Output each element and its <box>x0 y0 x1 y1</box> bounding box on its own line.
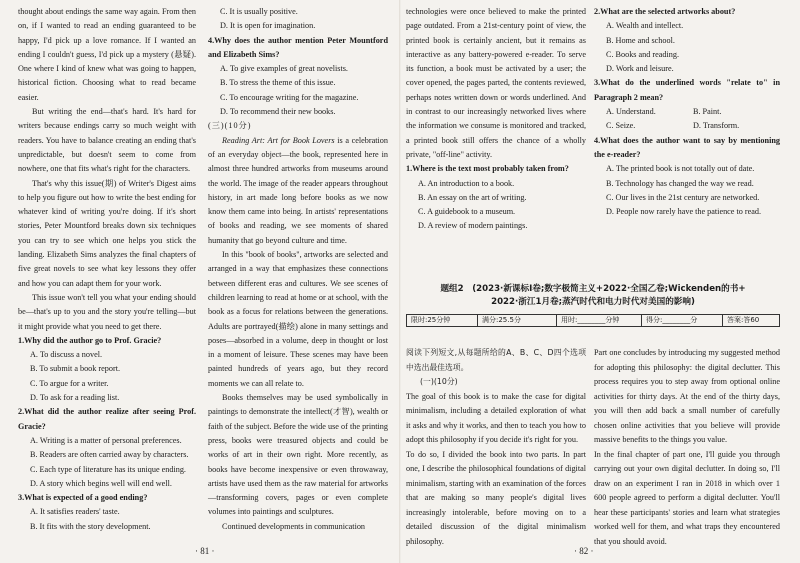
paragraph: To do so, I divided the book into two parts. In part one, I describe the philosophical foundations of digital minimalism, starting with an examination of the forces that are making so many people's digital lives increasingly intolerable, before moving on to a detailed discussion of the digital minimalism philosophy. <box>406 449 586 546</box>
option: D. People now rarely have the patience to read. <box>606 207 762 217</box>
paragraph: Books themselves may be used symbolically in paintings to demonstrate the intellect(才智), wealth or faith of the subject. Before the wide use of the printing press, books were treasured objects and could be works of art in their own right. More recently, as books have become inexpensive or even throwaway, artists have used them as the raw material for artworks—transforming covers, pages or even complete volumes into paintings and sculptures. <box>208 393 388 517</box>
option: D. To ask for a reading list. <box>30 393 120 403</box>
option: D. A review of modern paintings. <box>418 221 528 231</box>
option: C. To argue for a writer. <box>30 378 109 388</box>
option: A. It satisfies readers' taste. <box>30 507 120 517</box>
time-used: 用时:________分钟 <box>557 315 642 326</box>
instructions: 阅读下列短文,从每题所给的A、B、C、D四个选项中选出最佳选项。 <box>406 348 586 372</box>
passage-column-1 <box>406 346 586 549</box>
option: C. Seize. <box>606 121 636 131</box>
right-page-column-2 <box>594 5 780 219</box>
option: C. A guidebook to a museum. <box>418 207 516 217</box>
option: C. Books and reading. <box>606 49 679 59</box>
time-limit: 限时:25分钟 <box>407 315 478 326</box>
option: B. An essay on the art of writing. <box>418 192 527 202</box>
info-bar <box>406 314 780 327</box>
option-row <box>594 105 780 119</box>
question: 4.What does the author want to say by mentioning the e-reader? <box>594 135 780 159</box>
option: D. Transform. <box>693 121 740 131</box>
group-title <box>406 283 780 309</box>
option: C. To encourage writing for the magazine. <box>220 92 359 102</box>
page-fold <box>399 0 401 563</box>
question: 1.Why did the author go to Prof. Gracie? <box>18 335 162 345</box>
option: A. The printed book is not totally out of date. <box>606 164 755 174</box>
option: A. An introduction to a book. <box>418 178 515 188</box>
score: 得分:________分 <box>642 315 723 326</box>
section-heading: (一)(10分) <box>420 377 458 386</box>
question: 3.What is expected of a good ending? <box>18 493 148 503</box>
question: 2.What are the selected artworks about? <box>594 7 736 16</box>
option: B. Paint. <box>693 107 722 117</box>
option: A. Writing is a matter of personal preferences. <box>30 435 182 445</box>
question: 3.What do the underlined words "relate to" in Paragraph 2 mean? <box>594 78 780 102</box>
group-title-line: 题组2 (2023·新课标Ⅰ卷;数字极简主义+2022·全国乙卷;Wickenden的书+ <box>440 284 746 294</box>
passage-column-2 <box>594 346 780 549</box>
option: A. Understand. <box>606 107 656 117</box>
paragraph: Part one concludes by introducing my suggested method for adopting this philosophy: the digital declutter. This process requires you to step away from optional online activities for thirty days. At the end of the thirty days, you will then add back a small number of carefully chosen online activities that you believe will provide massive benefits to the things you value. <box>594 348 780 444</box>
option: C. Our lives in the 21st century are networked. <box>606 192 760 202</box>
option: B. Readers are often carried away by characters. <box>30 450 189 460</box>
paragraph: In this "book of books", artworks are selected and arranged in a way that emphasizes these connections between different eras and cultures. We see scenes of children learning to read at home or at school, with the book as a focus for relations between the generations. Adults are portrayed(描绘) alone in many settings and poses—absorbed in a volume, deep in thought or lost in a moment of leisure. These scenes may have been painted hundreds of years ago, but they record moments we can all relate to. <box>208 250 388 388</box>
paragraph: This issue won't tell you what your ending should be—that's up to you and the story you're telling—but it might provide what you need to get there. <box>18 292 196 331</box>
option: A. To discuss a novel. <box>30 350 103 360</box>
question: 1.Where is the text most probably taken from? <box>406 164 569 174</box>
option: D. A story which begins well will end well. <box>30 478 172 488</box>
answer-ref: 答案:答60 <box>727 316 760 324</box>
option: D. It is open for imagination. <box>220 21 316 31</box>
option: C. It is usually positive. <box>220 7 298 16</box>
page-number: · 82 · <box>574 546 594 556</box>
paragraph: thought about endings the same way again. From then on, if I wanted to read an ending guaranteed to be happy, I'd pick up a love romance. If I wanted an ending I couldn't guess, I'd pick up a mystery (悬疑). One where I kind of knew what was going to happen, historical fiction. Choosing what to read became easier. <box>18 7 196 102</box>
section-heading: (三)(10分) <box>208 121 252 131</box>
option: B. To submit a book report. <box>30 364 121 374</box>
option: A. To give examples of great novelists. <box>220 64 348 74</box>
paragraph-text: is a celebration of an everyday object—the book, represented here in almost three hundred artworks from museums around the world. The image of the reader appears throughout history, in art made long before books as we now know them came into being. In artists' representations of books and reading, we see moments of shared humanity that go beyond culture and time. <box>208 135 388 245</box>
paragraph: The goal of this book is to make the case for digital minimalism, including a detailed exploration of what it asks and why it works, and then to teach you how to adopt this philosophy if you decide it's right for you. <box>406 391 586 444</box>
option: B. Technology has changed the way we read. <box>606 178 754 188</box>
option: B. To stress the theme of this issue. <box>220 78 336 88</box>
option: C. Each type of literature has its unique ending. <box>30 464 186 474</box>
option: D. Work and leisure. <box>606 64 674 74</box>
page-number: · 81 · <box>195 546 215 556</box>
paragraph: That's why this issue(期) of Writer's Digest aims to help you figure out how to write the best ending for whatever kind of writing you're doing. If it's short stories, Peter Mountford breaks down six techniques you can try to see which one helps you stick the landing. Elizabeth Sims analyzes the final chapters of five great novels to see what key lessons they offer and how you can adapt them for your work. <box>18 178 196 288</box>
full-score: 满分:25.5分 <box>478 315 557 326</box>
paragraph: technologies were once believed to make the printed page outdated. From a 21st-century point of view, the printed book is certainly ancient, but it remains as interactive as any battery-powered e-reader. To serve its function, a book must be activated by a user; the cover opened, the pages parted, the contents reviewed, perhaps notes written down or words underlined. And in contrast to our increasingly networked lives where the information we consume is monitored and tracked, a printed book still offers the chance of a wholly private, "off-line" activity. <box>406 7 586 159</box>
paragraph <box>208 134 388 248</box>
option: A. Wealth and intellect. <box>606 21 684 31</box>
option: B. Home and school. <box>606 35 675 45</box>
question: 2.What did the author realize after seeing Prof. Gracie? <box>18 407 196 431</box>
paragraph: But writing the end—that's hard. It's hard for writers because endings carry so much weight with readers. You have to balance creating an ending that's unpredictable, but doesn't seem to come from nowhere, one that fits what's right for the characters. <box>18 107 196 174</box>
paragraph: In the final chapter of part one, I'll guide you through carrying out your own digital declutter. In doing so, I'll draw on an experiment I ran in 2018 in which over 1 600 people agreed to perform a digital declutter. You'll hear these participants' stories and learn what strategies worked well for them, and what traps they encountered that you should avoid. <box>594 449 780 546</box>
option: B. It fits with the story development. <box>30 521 151 531</box>
group-title-line: 2022·浙江1月卷;蒸汽时代和电力时代对美国的影响) <box>491 297 695 307</box>
paragraph: Continued developments in communication <box>222 521 366 531</box>
question: 4.Why does the author mention Peter Mountford and Elizabeth Sims? <box>208 35 388 59</box>
left-page-column-1 <box>18 5 196 534</box>
left-page-column-2 <box>208 5 388 534</box>
option: D. To recommend their new books. <box>220 107 336 117</box>
option-row <box>594 119 780 133</box>
right-page-column-1 <box>406 5 586 234</box>
book-title: Reading Art: Art for Book Lovers <box>222 135 335 145</box>
